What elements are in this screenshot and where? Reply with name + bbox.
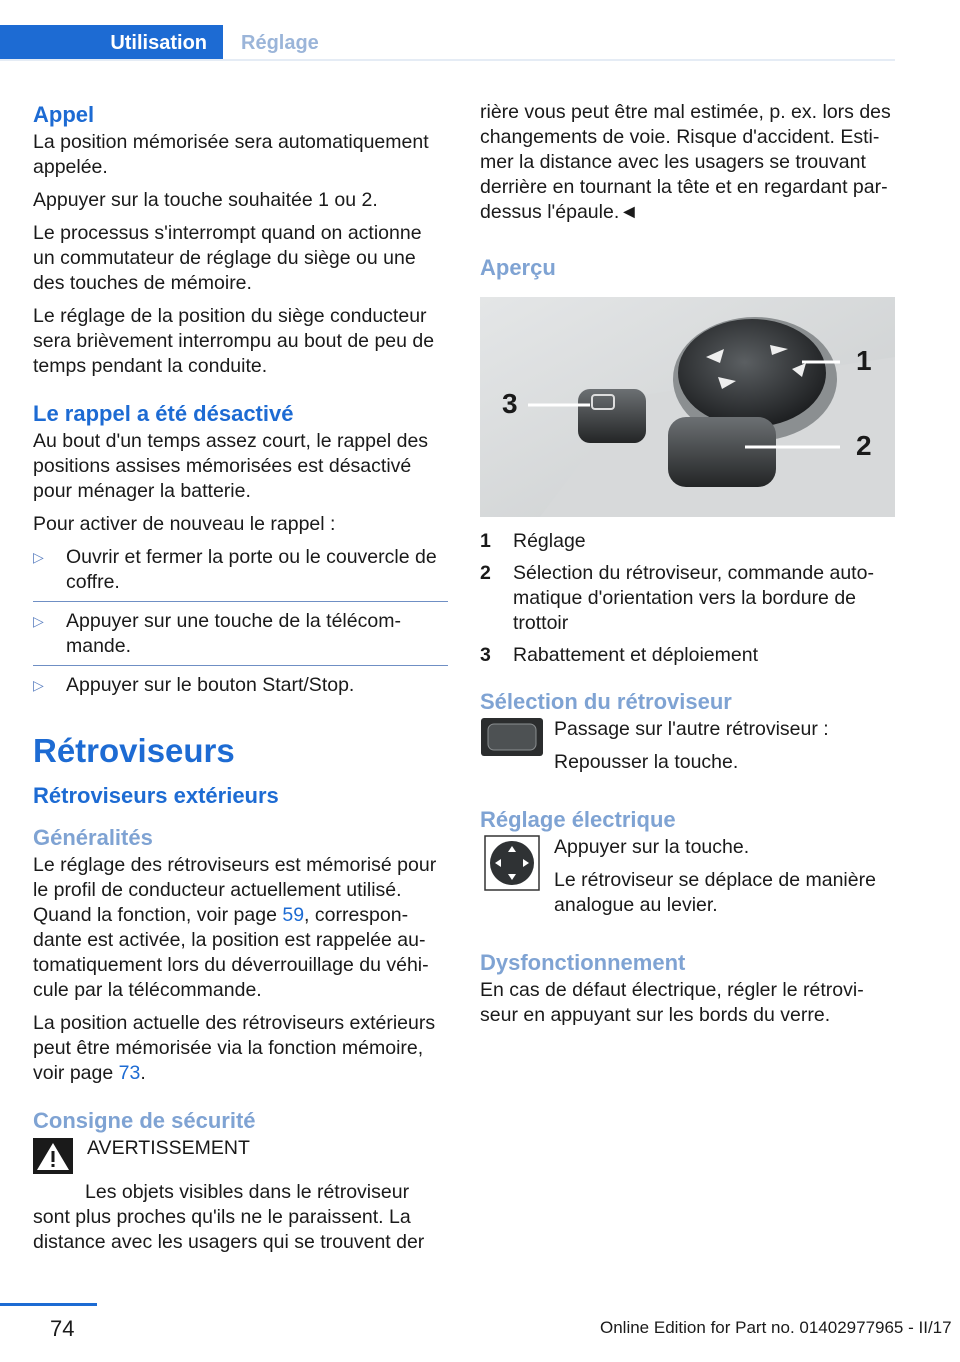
rappel-text-2: Pour activer de nouveau le rappel : (33, 513, 336, 535)
reglage-text-2: Le rétroviseur se déplace de manière analogue au levier. (554, 869, 876, 916)
warning-block (33, 1136, 448, 1174)
generalites-text-1: Le réglage des rétroviseurs est mémorisé pour le profil de conducteur actuellement utilisé. Quand la fonction, voir page 59, correspondante est activée, la position est rappelée automatiquement lors du déverrouillage du véhicule par la télécommande. (33, 854, 437, 1001)
legend-number: 1 (480, 530, 491, 552)
selection-heading: Sélection du rétroviseur (480, 689, 732, 714)
page-link-73[interactable]: 73 (118, 1062, 141, 1084)
selection-text-1: Passage sur l'autre rétroviseur : (554, 718, 829, 740)
legend-number: 3 (480, 644, 491, 666)
legend-row (480, 529, 895, 554)
tab-reglage[interactable] (241, 25, 319, 61)
dysfonctionnement-text: En cas de défaut électrique, régler le rétroviseur en appuyant sur les bords du verre. (480, 979, 864, 1026)
rappel-bullet-list (33, 545, 448, 704)
rappel-text-1: Au bout d'un temps assez court, le rappel des positions assises mémorisées est désactivé pour ménager la batterie. (33, 430, 429, 502)
legend-text: Sélection du rétroviseur, commande automatique d'orientation vers la bordure de trottoir (513, 562, 874, 634)
appel-text-4: Le réglage de la position du siège conducteur sera brièvement interrompu au bout de peu de temps pendant la conduite. (33, 305, 435, 377)
bullet-text: Ouvrir et fermer la porte ou le couvercle de coffre. (66, 546, 437, 593)
photo-label-1: 1 (856, 345, 872, 376)
end-mark-icon: ◄ (619, 201, 639, 223)
chapter-tabs (0, 25, 895, 61)
list-item (33, 609, 448, 666)
legend-row (480, 643, 895, 668)
reglage-block (480, 835, 895, 926)
appel-text-3: Le processus s'interrompt quand on actionne un commutateur de réglage du siège ou une des touches de mémoire. (33, 222, 422, 294)
reglage-text-1: Appuyer sur la touche. (554, 836, 750, 858)
footer-accent-bar (0, 1303, 97, 1306)
page-number: 74 (50, 1316, 75, 1341)
bullet-text: Appuyer sur une touche de la télécommande. (66, 610, 401, 657)
appel-text-2: Appuyer sur la touche souhaitée 1 ou 2. (33, 189, 378, 211)
consigne-heading: Consigne de sécurité (33, 1108, 256, 1133)
tab-reglage-label: Réglage (241, 32, 319, 54)
left-column (33, 100, 448, 1263)
photo-label-2: 2 (856, 430, 872, 461)
rappel-heading: Le rappel a été désactivé (33, 401, 294, 426)
tab-underline (0, 59, 895, 61)
right-column (480, 100, 895, 1036)
generalites-text-2: La position actuelle des rétroviseurs extérieurs peut être mémorisée via la fonction mémoire, voir page 73. (33, 1012, 436, 1084)
appel-text-1: La position mémorisée sera automatiquement appelée. (33, 131, 429, 178)
bullet-text: Appuyer sur le bouton Start/Stop. (66, 674, 355, 696)
legend-number: 2 (480, 562, 491, 584)
generalites-heading: Généralités (33, 825, 153, 850)
triangle-bullet-icon: ▷ (33, 613, 44, 629)
warning-triangle-icon (33, 1138, 73, 1174)
reglage-electrique-heading: Réglage électrique (480, 807, 676, 832)
appel-heading: Appel (33, 102, 95, 127)
page-link-59[interactable]: 59 (282, 904, 305, 926)
tab-utilisation-label: Utilisation (110, 31, 207, 54)
retroviseurs-exterieurs-heading: Rétroviseurs extérieurs (33, 783, 279, 808)
edition-info: Online Edition for Part no. 01402977965 - II/17 (600, 1318, 952, 1337)
retroviseurs-heading: Rétroviseurs (33, 732, 235, 769)
warning-continuation: rière vous peut être mal estimée, p. ex. lors des changements de voie. Risque d'accident. Estimer la distance avec les usagers se trouvant derrière en tournant la tête et en regardant par-dessus l'épaule.◄ (480, 101, 891, 223)
selection-block (480, 717, 895, 783)
legend-text: Réglage (513, 530, 586, 552)
triangle-bullet-icon: ▷ (33, 677, 44, 693)
mirror-adjust-knob-icon (480, 835, 544, 891)
warning-text: Les objets visibles dans le rétroviseur sont plus proches qu'ils ne le paraissent. La distance avec les usagers qui se trouvent der (33, 1181, 425, 1253)
selection-text-2: Repousser la touche. (554, 751, 739, 773)
list-item (33, 673, 448, 704)
legend-row (480, 561, 895, 636)
triangle-bullet-icon: ▷ (33, 549, 44, 565)
list-item (33, 545, 448, 602)
mirror-select-button-icon (480, 717, 544, 757)
warning-label: AVERTISSEMENT (87, 1137, 250, 1159)
mirror-controls-photo (480, 297, 895, 517)
dysfonctionnement-heading: Dysfonctionnement (480, 950, 686, 975)
tab-utilisation[interactable] (0, 25, 223, 61)
apercu-heading: Aperçu (480, 255, 556, 280)
legend-text: Rabattement et déploiement (513, 644, 758, 666)
photo-label-3: 3 (502, 388, 518, 419)
